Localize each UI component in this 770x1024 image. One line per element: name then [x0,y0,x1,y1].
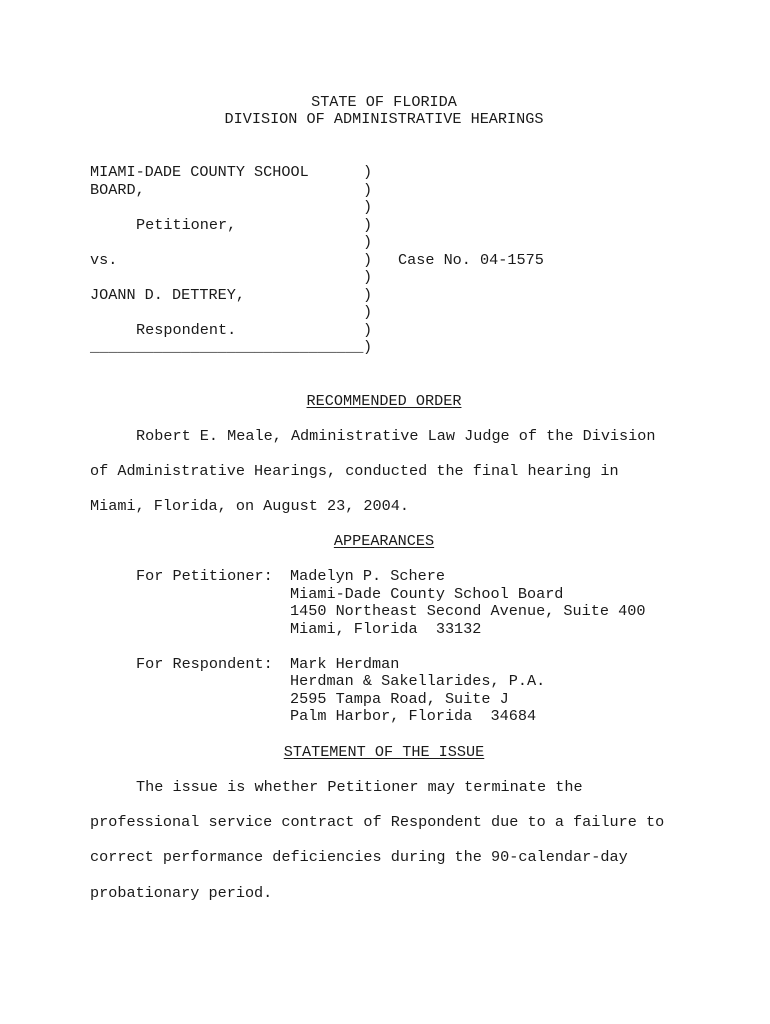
caption-paren: ) [363,321,373,339]
issue-line: correct performance deficiencies during the 90-calendar-day [90,848,628,866]
caption-paren: ) [363,216,373,234]
caption-paren: ) [363,181,373,199]
caption-paren: ) [363,251,373,269]
intro-line: Miami, Florida, on August 23, 2004. [90,497,409,515]
petitioner-counsel-line: Miami-Dade County School Board [290,585,564,603]
issue-line: probationary period. [90,884,273,902]
caption-paren: ) [363,286,373,304]
respondent-counsel-line: 2595 Tampa Road, Suite J [290,690,509,708]
petitioner-counsel-line: 1450 Northeast Second Avenue, Suite 400 [290,602,646,620]
caption-paren: ) [363,268,373,286]
issue-line: The issue is whether Petitioner may terminate the [136,778,583,796]
respondent-name: JOANN D. DETTREY, [90,286,245,304]
respondent-counsel-label: For Respondent: [136,655,273,673]
petitioner-counsel-line: Miami, Florida 33132 [290,620,482,638]
caption-rule: ______________________________ [90,338,364,356]
appearances-heading-text: APPEARANCES [333,532,435,550]
petitioner-name: MIAMI-DADE COUNTY SCHOOL [90,163,309,181]
case-number: Case No. 04-1575 [398,251,544,269]
header-state: STATE OF FLORIDA [311,93,457,111]
header-division: DIVISION OF ADMINISTRATIVE HEARINGS [224,110,544,128]
caption-paren: ) [363,163,373,181]
issue-line: professional service contract of Respondent due to a failure to [90,813,665,831]
issue-heading-text: STATEMENT OF THE ISSUE [283,743,485,761]
petitioner-counsel-line: Madelyn P. Schere [290,567,445,585]
intro-line: of Administrative Hearings, conducted the final hearing in [90,462,619,480]
versus: vs. [90,251,118,269]
respondent-counsel-line: Herdman & Sakellarides, P.A. [290,672,546,690]
respondent-counsel-line: Mark Herdman [290,655,400,673]
caption-paren: ) [363,233,373,251]
petitioner-role: Petitioner, [136,216,237,234]
document-title-text: RECOMMENDED ORDER [306,392,462,410]
caption-paren: ) [363,303,373,321]
petitioner-name-cont: BOARD, [90,181,145,199]
caption-paren: ) [363,198,373,216]
petitioner-counsel-label: For Petitioner: [136,567,273,585]
intro-line: Robert E. Meale, Administrative Law Judge of the Division [136,427,656,445]
appearances-heading [90,532,678,550]
respondent-counsel-line: Palm Harbor, Florida 34684 [290,707,537,725]
caption-paren: ) [363,338,373,356]
issue-heading [90,743,678,761]
document-title [90,392,678,410]
respondent-role: Respondent. [136,321,237,339]
